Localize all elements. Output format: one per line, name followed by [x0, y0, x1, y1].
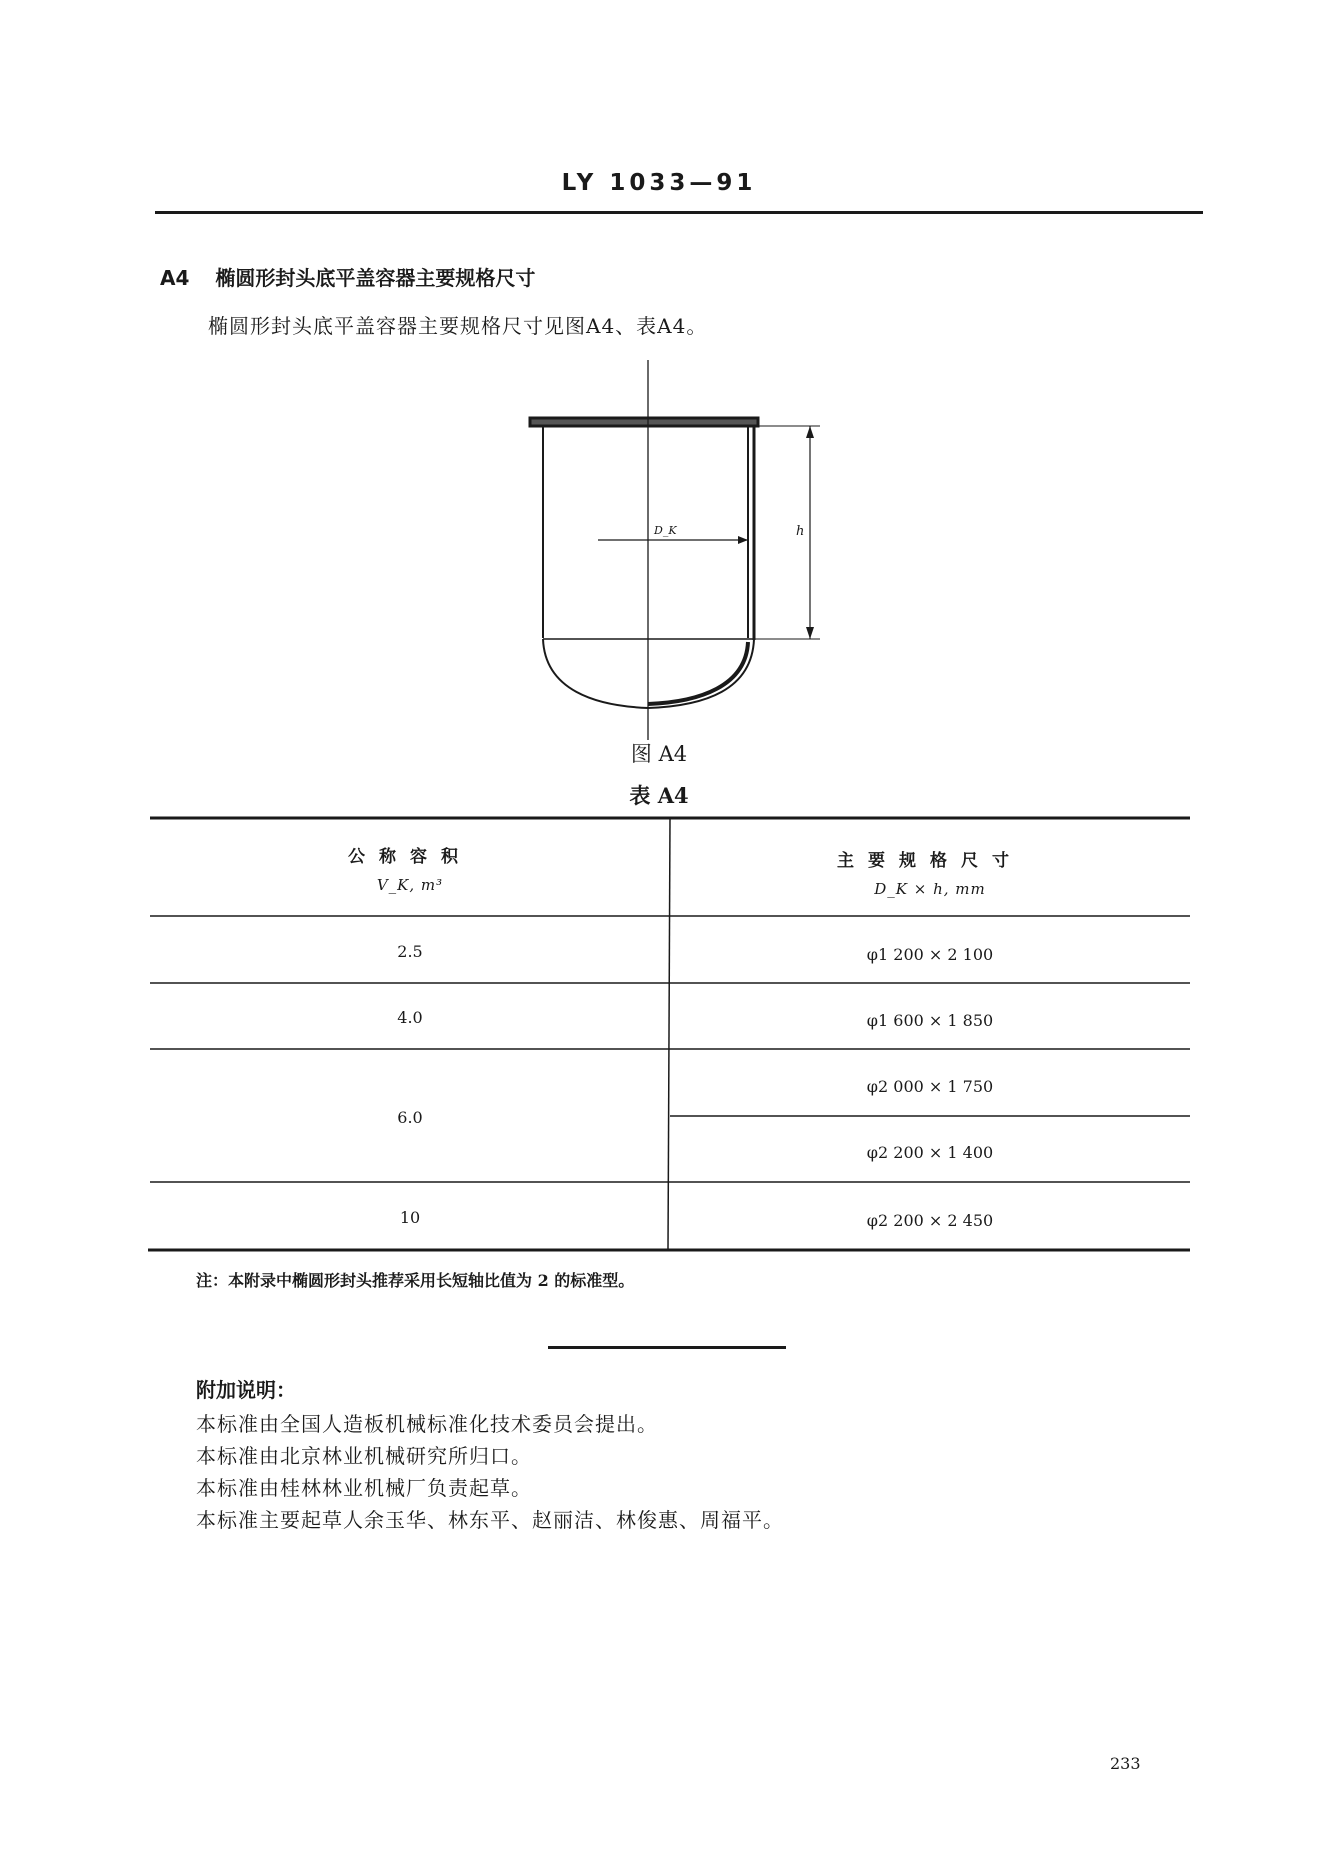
table-row-spec: φ2 200 × 2 450	[866, 1211, 994, 1230]
section-divider	[548, 1346, 786, 1349]
section-number: A4	[160, 266, 190, 290]
diameter-arrow	[738, 536, 748, 544]
height-arrow-bottom	[806, 627, 814, 639]
elliptical-head-wall	[648, 642, 748, 704]
table-row-volume: 10	[399, 1208, 421, 1227]
header-volume: 公称容积	[348, 847, 472, 867]
header-volume-unit: V_K, m³	[376, 876, 444, 894]
table-row-volume: 4.0	[397, 1008, 423, 1027]
table-note: 注：本附录中椭圆形封头推荐采用长短轴比值为 2 的标准型。	[196, 1271, 635, 1290]
table-row-spec: φ2 000 × 1 750	[866, 1077, 994, 1096]
table-row-volume: 6.0	[397, 1108, 423, 1127]
appendix-line: 本标准由北京林业机械研究所归口。	[196, 1444, 532, 1468]
page-number: 233	[1110, 1754, 1141, 1773]
intro-paragraph: 椭圆形封头底平盖容器主要规格尺寸见图A4、表A4。	[208, 314, 708, 338]
header-spec-unit: D_K × h, mm	[874, 880, 986, 898]
vessel-drawing	[500, 360, 860, 740]
diameter-label: D_K	[654, 524, 677, 537]
section-heading	[160, 262, 535, 291]
height-arrow-top	[806, 426, 814, 438]
appendix-title: 附加说明：	[196, 1378, 296, 1402]
appendix-line: 本标准主要起草人余玉华、林东平、赵丽洁、林俊惠、周福平。	[196, 1508, 784, 1532]
table-row-spec: φ2 200 × 1 400	[866, 1143, 994, 1162]
header-rule	[155, 211, 1203, 214]
table-row-spec: φ1 600 × 1 850	[866, 1011, 994, 1030]
standard-code: LY 1033—91	[561, 170, 757, 196]
table-row-volume: 2.5	[397, 942, 423, 961]
table-row-spec: φ1 200 × 2 100	[866, 945, 994, 964]
table-caption: 表 A4	[629, 783, 689, 808]
appendix-line: 本标准由全国人造板机械标准化技术委员会提出。	[196, 1412, 658, 1436]
header-spec: 主要规格尺寸	[837, 851, 1023, 871]
figure-caption: 图 A4	[630, 742, 688, 766]
appendix-line: 本标准由桂林林业机械厂负责起草。	[196, 1476, 532, 1500]
flat-cover	[530, 418, 758, 426]
section-title: 椭圆形封头底平盖容器主要规格尺寸	[215, 266, 536, 290]
height-label: h	[796, 524, 805, 539]
